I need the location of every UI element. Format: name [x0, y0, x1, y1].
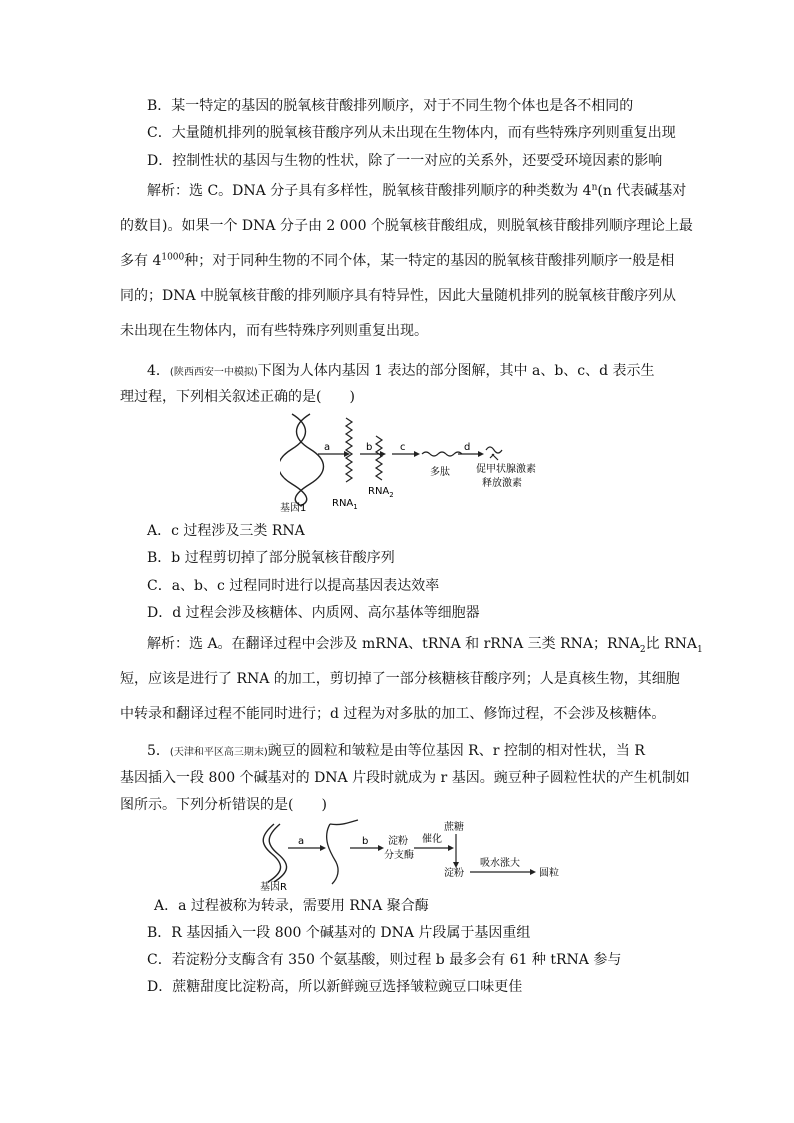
hormone-molecule — [486, 447, 502, 460]
q5-stem-line1: 5．(天津和平区高三期末)豌豆的圆粒和皱粒是由等位基因 R、r 控制的相对性状，当 R — [147, 743, 645, 759]
gene1-label: 基因1 — [280, 503, 307, 512]
hormone-label-line1: 促甲状腺激素 — [476, 464, 536, 475]
gene-r-helix — [263, 824, 286, 882]
q4-stem-line1: 4．(陕西西安一中模拟)下图为人体内基因 1 表达的部分图解，其中 a、b、c、d 表示生 — [147, 363, 655, 379]
q4-option-c: C．a、b、c 过程同时进行以提高基因表达效率 — [147, 578, 440, 594]
q4-analysis-line3: 中转录和翻译过程不能同时进行；d 过程为对多肽的加工、修饰过程，不会涉及核糖体。 — [120, 706, 666, 722]
rna2-label: $RNA_2$ — [368, 486, 394, 499]
rna2-strand — [376, 436, 382, 480]
q4-option-a: A．c 过程涉及三类 RNA — [147, 523, 305, 539]
q3-analysis-line4: 同的；DNA 中脱氧核苷酸的排列顺序具有特异性，因此大量随机排列的脱氧核苷酸序列从 — [120, 288, 677, 304]
q4-option-d: D．d 过程会涉及核糖体、内质网、高尔基体等细胞器 — [147, 605, 480, 621]
q3-analysis-line2: 的数目)。如果一个 DNA 分子由 2 000 个脱氧核苷酸组成，则脱氧核苷酸排列顺序理论上最 — [120, 218, 693, 234]
step-d-label: d — [464, 442, 471, 453]
q4-analysis-line1: 解析：选 A。在翻译过程中会涉及 mRNA、tRNA 和 rRNA 三类 RNA；$RNA_2$比 $RNA_1$ — [147, 636, 703, 655]
step-c-label: c — [400, 442, 406, 453]
q5-stem-line3: 图所示。下列分析错误的是( ) — [120, 797, 327, 813]
hormone-label-line2: 释放激素 — [482, 478, 522, 489]
rna1-label: $RNA_1$ — [332, 498, 358, 511]
enzyme-label-line2: 分支酶 — [384, 850, 414, 861]
step-b-label: b — [362, 836, 369, 847]
q5-option-d: D．蔗糖甜度比淀粉高，所以新鲜豌豆选择皱粒豌豆口味更佳 — [147, 979, 523, 995]
q4-option-b: B．b 过程剪切掉了部分脱氧核苷酸序列 — [147, 550, 395, 566]
q4-source: (陕西西安一中模拟) — [169, 367, 258, 378]
q4-stem-line2: 理过程，下列相关叙述正确的是( ) — [120, 389, 355, 405]
q5-mechanism-diagram — [258, 818, 568, 892]
rna1-strand — [346, 418, 352, 482]
starch-label: 淀粉 — [444, 868, 464, 879]
q3-analysis-line3: 多有 $4^{1000}$种；对于同种生物的不同个体，某一特定的基因的脱氧核苷酸排列顺序一般是相 — [120, 252, 675, 269]
water-label: 吸水涨大 — [480, 858, 520, 869]
step-a-label: a — [324, 442, 331, 453]
peptide-label: 多肽 — [430, 467, 450, 478]
catalyze-label: 催化 — [422, 834, 442, 845]
step-b-label: b — [366, 442, 373, 453]
q5-source: (天津和平区高三期末) — [169, 747, 268, 758]
gene-r-label: 基因R — [260, 882, 287, 892]
q3-option-b: B．某一特定的基因的脱氧核苷酸排列顺序，对于不同生物个体也是各不相同的 — [147, 98, 634, 114]
round-label: 圆粒 — [539, 868, 559, 879]
q5-option-c: C．若淀粉分支酶含有 350 个氨基酸，则过程 b 最多会有 61 种 tRNA 参与 — [147, 952, 622, 968]
q4-analysis-line2: 短，应该是进行了 RNA 的加工，剪切掉了一部分核糖核苷酸序列；人是真核生物，其细胞 — [120, 671, 680, 687]
q5-stem-line2: 基因插入一段 800 个碱基对的 DNA 片段时就成为 r 基因。豌豆种子圆粒性状的产生机制如 — [120, 770, 690, 786]
q3-option-c: C．大量随机排列的脱氧核苷酸序列从未出现在生物体内，而有些特殊序列则重复出现 — [147, 125, 676, 141]
step-a-label: a — [298, 836, 305, 847]
gene1-double-helix — [280, 414, 324, 506]
sucrose-label: 蔗糖 — [444, 822, 464, 833]
q4-gene-expression-diagram — [280, 410, 570, 512]
polypeptide-chain — [422, 452, 462, 456]
mrna-strand — [327, 820, 358, 884]
enzyme-label-line1: 淀粉 — [388, 836, 408, 847]
q5-option-a: A．a 过程被称为转录，需要用 RNA 聚合酶 — [154, 898, 429, 914]
q5-option-b: B．R 基因插入一段 800 个碱基对的 DNA 片段属于基因重组 — [147, 925, 531, 941]
q3-option-d: D．控制性状的基因与生物的性状，除了一一对应的关系外，还要受环境因素的影响 — [147, 153, 663, 169]
q3-analysis-line5: 未出现在生物体内，而有些特殊序列则重复出现。 — [120, 323, 428, 339]
q3-analysis-line1: 解析：选 C。DNA 分子具有多样性，脱氧核苷酸排列顺序的种类数为 4$^n$(n 代表碱基对 — [147, 182, 687, 199]
